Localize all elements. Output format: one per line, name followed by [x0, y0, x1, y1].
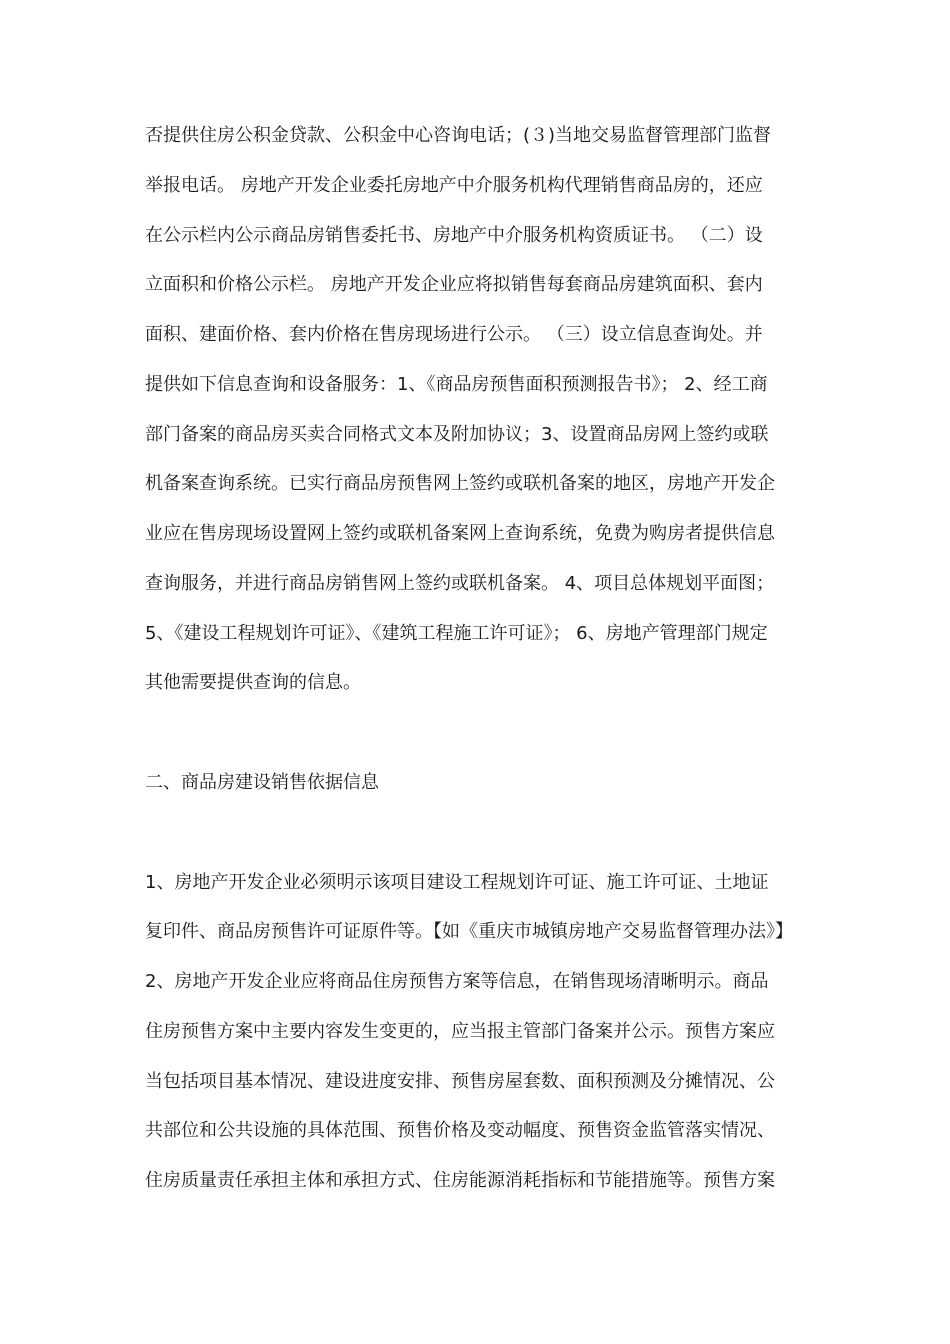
paragraph-1-line: 部门备案的商品房买卖合同格式文本及附加协议；3、设置商品房网上签约或联 — [145, 424, 769, 445]
paragraph-2-line: 共部位和公共设施的具体范围、预售价格及变动幅度、预售资金监管落实情况、 — [145, 1120, 775, 1141]
paragraph-1-line: 业应在售房现场设置网上签约或联机备案网上查询系统，免费为购房者提供信息 — [145, 523, 775, 544]
paragraph-1-line: 提供如下信息查询和设备服务：1、《商品房预售面积预测报告书》； 2、经工商 — [145, 374, 768, 395]
paragraph-2-line: 复印件、商品房预售许可证原件等。【如《重庆市城镇房地产交易监督管理办法》】 — [145, 921, 793, 942]
paragraph-1-line: 举报电话。 房地产开发企业委托房地产中介服务机构代理销售商品房的，还应 — [145, 175, 763, 196]
paragraph-1-line: 在公示栏内公示商品房销售委托书、房地产中介服务机构资质证书。 （二）设 — [145, 225, 763, 246]
paragraph-2-line: 当包括项目基本情况、建设进度安排、预售房屋套数、面积预测及分摊情况、公 — [145, 1071, 775, 1092]
paragraph-1-line: 机备案查询系统。已实行商品房预售网上签约或联机备案的地区，房地产开发企 — [145, 473, 775, 494]
paragraph-2-line: 1、房地产开发企业必须明示该项目建设工程规划许可证、施工许可证、土地证 — [145, 872, 769, 893]
paragraph-1-line: 面积、建面价格、套内价格在售房现场进行公示。 （三）设立信息查询处。并 — [145, 324, 763, 345]
paragraph-1-line: 查询服务，并进行商品房销售网上签约或联机备案。 4、项目总体规划平面图； — [145, 573, 775, 594]
paragraph-1-line: 立面积和价格公示栏。 房地产开发企业应将拟销售每套商品房建筑面积、套内 — [145, 274, 763, 295]
paragraph-1-line: 其他需要提供查询的信息。 — [145, 672, 361, 693]
paragraph-2-line: 住房质量责任承担主体和承担方式、住房能源消耗指标和节能措施等。预售方案 — [145, 1170, 775, 1191]
paragraph-2-line: 2、房地产开发企业应将商品住房预售方案等信息，在销售现场清晰明示。商品 — [145, 971, 769, 992]
section-heading: 二、商品房建设销售依据信息 — [145, 772, 379, 793]
paragraph-1-line: 否提供住房公积金贷款、公积金中心咨询电话；(３)当地交易监督管理部门监督 — [145, 125, 772, 146]
paragraph-2-line: 住房预售方案中主要内容发生变更的，应当报主管部门备案并公示。预售方案应 — [145, 1021, 775, 1042]
paragraph-1-line: 5、《建设工程规划许可证》、《建筑工程施工许可证》； 6、房地产管理部门规定 — [145, 623, 768, 644]
